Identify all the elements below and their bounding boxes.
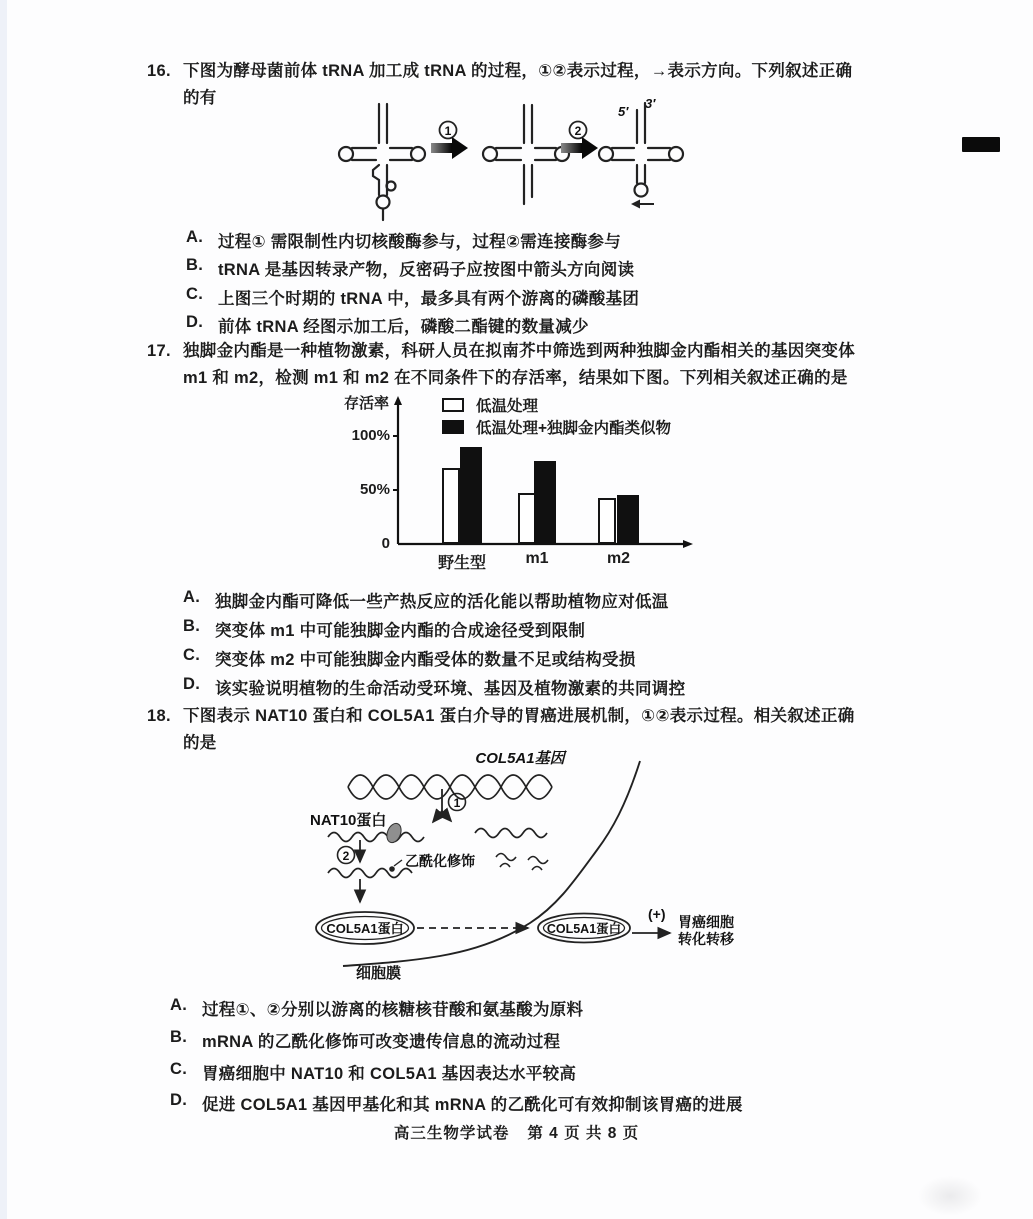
process-2-arrow: [561, 122, 598, 160]
chart-bar-2-0: [598, 498, 616, 544]
mature-trna-structure: [599, 96, 683, 209]
option-label: D.: [183, 675, 201, 693]
question-18-number: 18.: [147, 707, 171, 725]
chart-bar-2-1: [617, 495, 639, 544]
scan-registration-bar: [962, 137, 1000, 152]
question-16-stem-line2: 的有: [183, 89, 217, 107]
reading-direction-arrow: [631, 200, 654, 209]
col5a1-protein-oval-1: [316, 912, 414, 944]
acetylation-mark: [389, 866, 395, 872]
question-17-stem: [183, 338, 905, 392]
chart-bar-0-0: [442, 468, 460, 544]
option-label: B.: [183, 617, 201, 635]
col5a1-gene-label: COL5A1基因: [475, 750, 565, 767]
option-text: 过程① 需限制性内切核酸酶参与，过程②需连接酶参与: [218, 233, 622, 251]
acetylation-label: 乙酰化修饰: [405, 853, 475, 869]
option-label: B.: [186, 256, 204, 275]
process-2-arrow: [338, 840, 361, 864]
option-label: D.: [186, 312, 204, 331]
intermediate-trna-structure: [483, 105, 569, 204]
page-footer: [0, 1121, 1033, 1143]
option-text: 该实验说明植物的生命活动受环境、基因及植物激素的共同调控: [215, 680, 686, 698]
option-label: A.: [170, 996, 188, 1014]
question-16-stem-line1: 下图为酵母菌前体 tRNA 加工成 tRNA 的过程，①②表示过程，→表示方向。下列叙述正确: [183, 62, 853, 80]
legend-row: [442, 416, 671, 438]
question-18-stem-line1: 下图表示 NAT10 蛋白和 COL5A1 蛋白介导的胃癌进展机制，①②表示过程。相关叙述正确: [183, 707, 855, 725]
option-17-a: [183, 588, 685, 617]
legend-label: 低温处理+独脚金内酯类似物: [476, 420, 672, 437]
legend-swatch-white: [442, 398, 464, 412]
option-17-d: [183, 675, 685, 704]
option-16-a: [186, 228, 639, 256]
gastric-cancer-mechanism-figure: [290, 745, 770, 995]
question-18-options: [170, 996, 743, 1123]
chart-y-tick-label: 50%: [359, 481, 390, 498]
option-label: C.: [186, 284, 204, 303]
question-17-number: 17.: [147, 342, 171, 360]
option-16-b: [186, 256, 639, 284]
outcome-line-1: 胃癌细胞: [678, 914, 734, 930]
process-2-label: 2: [574, 124, 582, 138]
cell-membrane-label: 细胞膜: [356, 965, 402, 982]
option-label: C.: [170, 1059, 188, 1078]
chart-category-label: m1: [525, 550, 549, 567]
option-text: 促进 COL5A1 基因甲基化和其 mRNA 的乙酰化可有效抑制该胃癌的进展: [202, 1096, 743, 1115]
acetylated-mrna-strand: [328, 869, 412, 878]
option-text: 突变体 m1 中可能独脚金内酯的合成途径受到限制: [215, 622, 586, 640]
option-label: B.: [170, 1027, 188, 1046]
option-text: tRNA 是基因转录产物，反密码子应按图中箭头方向阅读: [218, 261, 635, 280]
col5a1-protein-label-2: COL5A1蛋白: [546, 922, 622, 936]
option-18-b: [170, 1028, 743, 1060]
option-text: 胃癌细胞中 NAT10 和 COL5A1 基因表达水平较高: [202, 1064, 577, 1083]
five-prime-label: 5′: [618, 104, 629, 119]
chart-bar-1-1: [534, 461, 556, 544]
option-text: 独脚金内酯可降低一些产热反应的活化能以帮助植物应对低温: [215, 593, 669, 611]
process-1-branch: [433, 789, 466, 822]
plus-promotion-label: (+): [648, 906, 666, 922]
option-18-d: [170, 1091, 743, 1123]
mrna-fragments: [496, 854, 548, 871]
question-16-number: 16.: [147, 62, 171, 80]
legend-row: [442, 394, 671, 416]
chart-y-tick-label: 100%: [351, 427, 390, 444]
legend-label: 低温处理: [476, 398, 539, 415]
outcome-line-2: 转化转移: [678, 931, 734, 947]
option-text: 突变体 m2 中可能独脚金内酯受体的数量不足或结构受损: [215, 651, 636, 669]
process-1-label: 1: [444, 124, 452, 138]
process-1-arrow: [431, 122, 468, 160]
option-18-a: [170, 996, 743, 1028]
survival-chart: [330, 392, 750, 588]
option-16-c: [186, 285, 639, 313]
question-17-stem-line1: 独脚金内酯是一种植物激素，科研人员在拟南芥中筛选到两种独脚金内酯相关的基因突变体: [183, 342, 855, 360]
question-17-stem-line2: m1 和 m2，检测 m1 和 m2 在不同条件下的存活率，结果如下图。下列相关叙述正确的是: [183, 369, 848, 387]
question-18-stem-line2: 的是: [183, 734, 217, 752]
acetylation-leader-line: [394, 860, 402, 866]
option-text: 过程①、②分别以游离的核糖核苷酸和氨基酸为原料: [202, 1001, 584, 1019]
question-16-options: [186, 228, 639, 341]
chart-y-axis-label: 存活率: [344, 395, 390, 412]
scan-smudge: [918, 1176, 982, 1216]
option-17-c: [183, 646, 685, 675]
option-18-c: [170, 1060, 743, 1092]
option-label: A.: [186, 228, 204, 246]
process-2-label: 2: [342, 849, 350, 863]
footer-page-info: 第 4 页 共 8 页: [527, 1125, 640, 1142]
dna-double-helix: [348, 775, 552, 799]
question-17: [147, 338, 905, 392]
pre-trna-structure: [339, 104, 425, 220]
question-17-options: [183, 588, 685, 704]
chart-bar-0-1: [460, 447, 482, 544]
nat10-protein-blob: [384, 821, 404, 844]
option-16-d: [186, 313, 639, 341]
nat10-protein-label: NAT10蛋白: [310, 812, 387, 829]
option-17-b: [183, 617, 685, 646]
mrna-strand-1: [328, 833, 424, 842]
chart-category-label: 野生型: [437, 555, 486, 572]
option-label: D.: [170, 1091, 188, 1110]
option-label: C.: [183, 646, 201, 664]
chart-category-label: m2: [606, 550, 631, 567]
footer-exam-title: 高三生物学试卷: [393, 1125, 510, 1142]
chart-legend: [442, 394, 671, 438]
option-text: 上图三个时期的 tRNA 中，最多具有两个游离的磷酸基团: [218, 289, 640, 308]
legend-swatch-black: [442, 420, 464, 434]
trna-processing-figure: [328, 92, 718, 228]
chart-y-tick-label: 0: [381, 535, 390, 552]
option-label: A.: [183, 588, 201, 606]
page-edge-shadow: [0, 0, 7, 1219]
process-1-label: 1: [453, 796, 461, 810]
col5a1-protein-oval-2: [538, 914, 630, 943]
col5a1-protein-label-1: COL5A1蛋白: [326, 921, 404, 936]
mrna-strand-2: [475, 829, 547, 838]
three-prime-label: 3′: [645, 96, 656, 111]
option-text: mRNA 的乙酰化修饰可改变遗传信息的流动过程: [202, 1032, 561, 1051]
option-text: 前体 tRNA 经图示加工后，磷酸二酯键的数量减少: [218, 317, 589, 336]
